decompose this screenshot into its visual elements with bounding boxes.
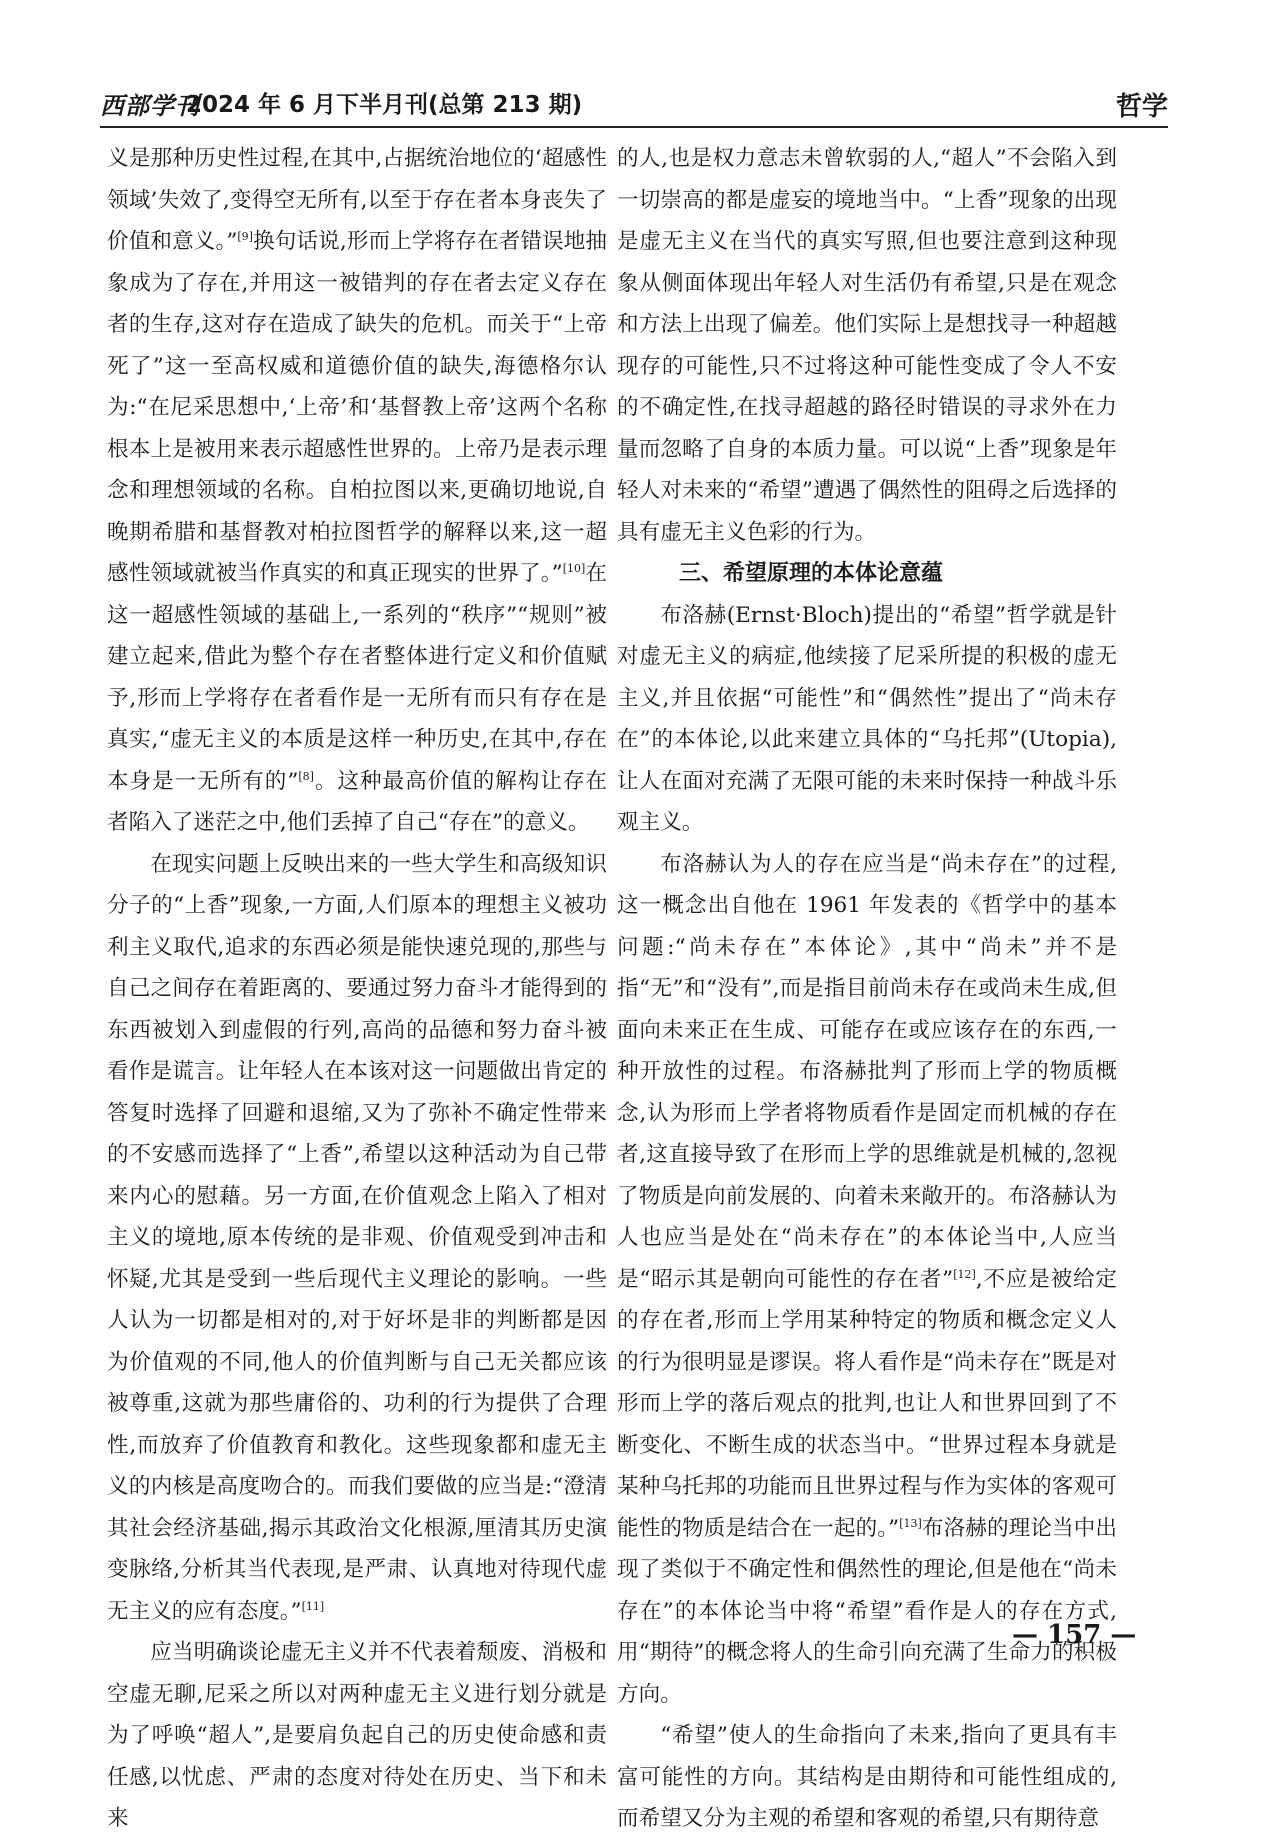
journal-name: 西部学刊 [100, 91, 200, 120]
text-run: 布洛赫的理论当中出现了类似于不确定性和偶然性的理论,但是他在“尚未存在”的本体论当中将“希望”看作是人的存在方式,用“期待”的概念将人的生命引向充满了生命力的积极方向。 [617, 1515, 1117, 1707]
section-heading: 三、希望原理的本体论意蕴 [679, 561, 944, 586]
text-run: 布洛赫认为人的存在应当是“尚未存在”的过程,这一概念出自他在 1961 年发表的《哲学中的基本问题:“尚未存在”本体论》,其中“尚未”并不是指“无”和“没有”,而是指目前尚未存在或尚未生成,但面向未来正在生成、可能存在或应该存在的东西,一种开放性的过程。布洛赫批判了形而上学的物质概念,认为形而上学者将物质看作是固定而机械的存在者,这直接导致了在形而上学的思维就是机械的,忽视了物质是向前发展的、向着未来敞开的。布洛赫认为人也应当是处在“尚未存在”的本体论当中,人应当是“昭示其是朝向可能性的存在者” [617, 851, 1117, 1292]
text-run: 。这种最高价值的解构让存在者陷入了迷茫之中,他们丢掉了自己“存在”的意义。 [107, 768, 607, 835]
text-run: 在这一超感性领域的基础上,一系列的“秩序”“规则”被建立起来,借此为整个存在者整体进行定义和价值赋予,形而上学将存在者看作是一无所有而只有存在是真实,“虚无主义的本质是这样一种历史,在其中,存在本身是一无所有的” [107, 561, 607, 794]
paragraph: 的人,也是权力意志未曾软弱的人,“超人”不会陷入到一切崇高的都是虚妄的境地当中。“上香”现象的出现是虚无主义在当代的真实写照,但也要注意到这种现象从侧面体现出年轻人对生活仍有希望,只是在观念和方法上出现了偏差。他们实际上是想找寻一种超越现存的可能性,只不过将这种可能性变成了令人不安的不确定性,在找寻超越的路径时错误的寻求外在力量而忽略了自身的本质力量。可以说“上香”现象是年轻人对未来的“希望”遭遇了偶然性的阻碍之后选择的具有虚无主义色彩的行为。 [617, 146, 1117, 545]
citation: [12] [953, 1267, 976, 1281]
paragraph: 应当明确谈论虚无主义并不代表着颓废、消极和空虚无聊,尼采之所以对两种虚无主义进行划分就是为了呼唤“超人”,是要肩负起自己的历史使命感和责任感,以忧虑、严肃的态度对待处在历史、当下和未来 [107, 1640, 607, 1831]
citation: [11] [301, 1599, 325, 1613]
paragraph [107, 844, 607, 1633]
section-label: 哲学 [1115, 92, 1168, 122]
paragraph: “希望”使人的生命指向了未来,指向了更具有丰富可能性的方向。其结构是由期待和可能性组成的,而希望又分为主观的希望和客观的希望,只有期待意 [617, 1723, 1117, 1831]
text-run: 换句话说,形而上学将存在者错误地抽象成为了存在,并用这一被错判的存在者去定义存在者的生存,这对存在造成了缺失的危机。而关于“上帝死了”这一至高权威和道德价值的缺失,海德格尔认为:“在尼采思想中,‘上帝’和‘基督教上帝’这两个名称根本上是被用来表示超感性世界的。上帝乃是表示理念和理想领域的名称。自柏拉图以来,更确切地说,自晚期希腊和基督教对柏拉图哲学的解释以来,这一超感性领域就被当作真实的和真正现实的世界了。” [107, 229, 607, 586]
paragraph [617, 844, 1117, 1716]
left-column [107, 138, 607, 1840]
issue-info: 2024 年 6 月下半月刊(总第 213 期) [186, 92, 583, 118]
citation: [9] [237, 229, 253, 243]
citation: [10] [562, 561, 586, 575]
paragraph: 布洛赫(Ernst·Bloch)提出的“希望”哲学就是针对虚无主义的病症,他续接了尼采所提的积极的虚无主义,并且依据“可能性”和“偶然性”提出了“尚未存在”的本体论,以此来建立具体的“乌托邦”(Utopia),让人在面对充满了无限可能的未来时保持一种战斗乐观主义。 [617, 602, 1117, 835]
page-number: — 157 — [1012, 1620, 1137, 1650]
text-run: ,不应是被给定的存在者,形而上学用某种特定的物质和概念定义人的行为很明显是谬误。将人看作是“尚未存在”既是对形而上学的落后观点的批判,也让人和世界回到了不断变化、不断生成的状态当中。“世界过程本身就是某种乌托邦的功能而且世界过程与作为实体的客观可能性的物质是结合在一起的。” [617, 1266, 1117, 1541]
citation: [13] [899, 1516, 922, 1530]
citation: [8] [298, 769, 314, 783]
header-rule [100, 126, 1168, 128]
running-header [100, 86, 1168, 126]
right-column [617, 138, 1117, 1840]
paragraph [107, 138, 607, 844]
text-run: 义是那种历史性过程,在其中,占据统治地位的‘超感性领域’失效了,变得空无所有,以至于存在者本身丧失了价值和意义。” [107, 146, 607, 254]
text-run: 在现实问题上反映出来的一些大学生和高级知识分子的“上香”现象,一方面,人们原本的理想主义被功利主义取代,追求的东西必须是能快速兑现的,那些与自己之间存在着距离的、要通过努力奋斗才能得到的东西被划入到虚假的行列,高尚的品德和努力奋斗被看作是谎言。让年轻人在本该对这一问题做出肯定的答复时选择了回避和退缩,又为了弥补不确定性带来的不安感而选择了“上香”,希望以这种活动为自己带来内心的慰藉。另一方面,在价值观念上陷入了相对主义的境地,原本传统的是非观、价值观受到冲击和怀疑,尤其是受到一些后现代主义理论的影响。一些人认为一切都是相对的,对于好坏是非的判断都是因为价值观的不同,他人的价值判断与自己无关都应该被尊重,这就为那些庸俗的、功利的行为提供了合理性,而放弃了价值教育和教化。这些现象都和虚无主义的内核是高度吻合的。而我们要做的应当是:“澄清其社会经济基础,揭示其政治文化根源,厘清其历史演变脉络,分析其当代表现,是严肃、认真地对待现代虚无主义的应有态度。” [107, 851, 607, 1624]
